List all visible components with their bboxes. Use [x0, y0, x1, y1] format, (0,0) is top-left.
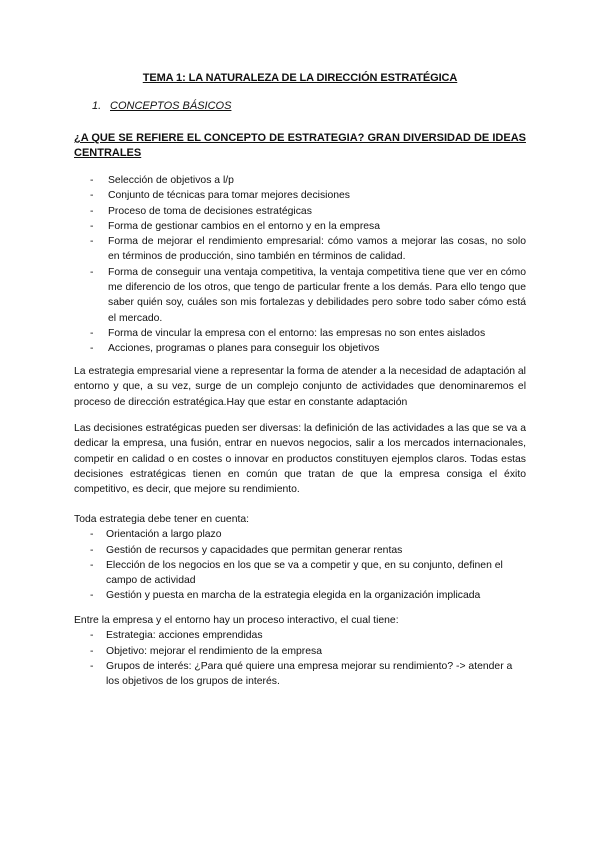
- list-item: - Elección de los negocios en los que se va a competir y que, en su conjunto, definen el campo de actividad: [74, 558, 526, 589]
- definitions-list-block: [74, 173, 526, 357]
- question-heading: ¿A QUE SE REFIERE EL CONCEPTO DE ESTRATEGIA? GRAN DIVERSIDAD DE IDEAS CENTRALES: [74, 132, 526, 159]
- paragraph-decisions: Las decisiones estratégicas pueden ser diversas: la definición de las actividades a las que se va a dedicar la empresa, una fusión, entrar en nuevos negocios, salir a los mercados internacionales, competir en calidad o en costes o innovar en productos constituyen ejemplos claros. Todas estas decisiones estratégicas tienen en común que tratan de que la empresa consiga el éxito competitivo, es decir, que mejore su rendimiento.: [74, 423, 526, 496]
- interaction-block: [74, 613, 526, 689]
- list-item: - Orientación a largo plazo: [74, 527, 526, 542]
- list-item: - Forma de mejorar el rendimiento empresarial: cómo vamos a mejorar las cosas, no solo en términos de producción, sino también en términos de calidad.: [74, 234, 526, 265]
- list-item: - Forma de vincular la empresa con el entorno: las empresas no son entes aislados: [74, 326, 526, 341]
- paragraph-adaptation: La estrategia empresarial viene a representar la forma de atender a la necesidad de adaptación al entorno y que, a su vez, surge de un complejo conjunto de actividades que denominaremos el proceso de dirección estratégica.Hay que estar en constante adaptación: [74, 366, 526, 408]
- list-item: - Objetivo: mejorar el rendimiento de la empresa: [74, 644, 526, 659]
- requirements-intro: Toda estrategia debe tener en cuenta:: [74, 514, 250, 525]
- list-item: - Estrategia: acciones emprendidas: [74, 628, 526, 643]
- document-title: TEMA 1: LA NATURALEZA DE LA DIRECCIÓN ESTRATÉGICA: [142, 72, 458, 84]
- list-item: - Grupos de interés: ¿Para qué quiere una empresa mejorar su rendimiento? -> atender a los objetivos de los grupos de interés.: [74, 659, 526, 690]
- section-label: CONCEPTOS BÁSICOS: [110, 100, 232, 112]
- list-item: - Gestión de recursos y capacidades que permitan generar rentas: [74, 543, 526, 558]
- strategy-requirements-block: [74, 512, 526, 604]
- list-item: - Selección de objetivos a l/p: [74, 173, 526, 188]
- list-item: - Forma de gestionar cambios en el entorno y en la empresa: [74, 219, 526, 234]
- section-number: 1.: [92, 100, 102, 112]
- interaction-intro: Entre la empresa y el entorno hay un proceso interactivo, el cual tiene:: [74, 615, 399, 626]
- interaction-list: [74, 628, 526, 689]
- section-heading: [92, 100, 231, 112]
- list-item: - Conjunto de técnicas para tomar mejores decisiones: [74, 188, 526, 203]
- list-item: - Proceso de toma de decisiones estratégicas: [74, 204, 526, 219]
- requirements-list: [74, 527, 526, 603]
- list-item: - Gestión y puesta en marcha de la estrategia elegida en la organización implicada: [74, 588, 526, 603]
- list-item: - Acciones, programas o planes para conseguir los objetivos: [74, 341, 526, 356]
- list-item: - Forma de conseguir una ventaja competitiva, la ventaja competitiva tiene que ver en cómo me diferencio de los otros, que tengo de particular frente a los demás. Para ello tengo que saber quién soy, cuáles son mis fortalezas y debilidades pero sobre todo saber cómo está el mercado.: [74, 265, 526, 326]
- definitions-list: [74, 173, 526, 357]
